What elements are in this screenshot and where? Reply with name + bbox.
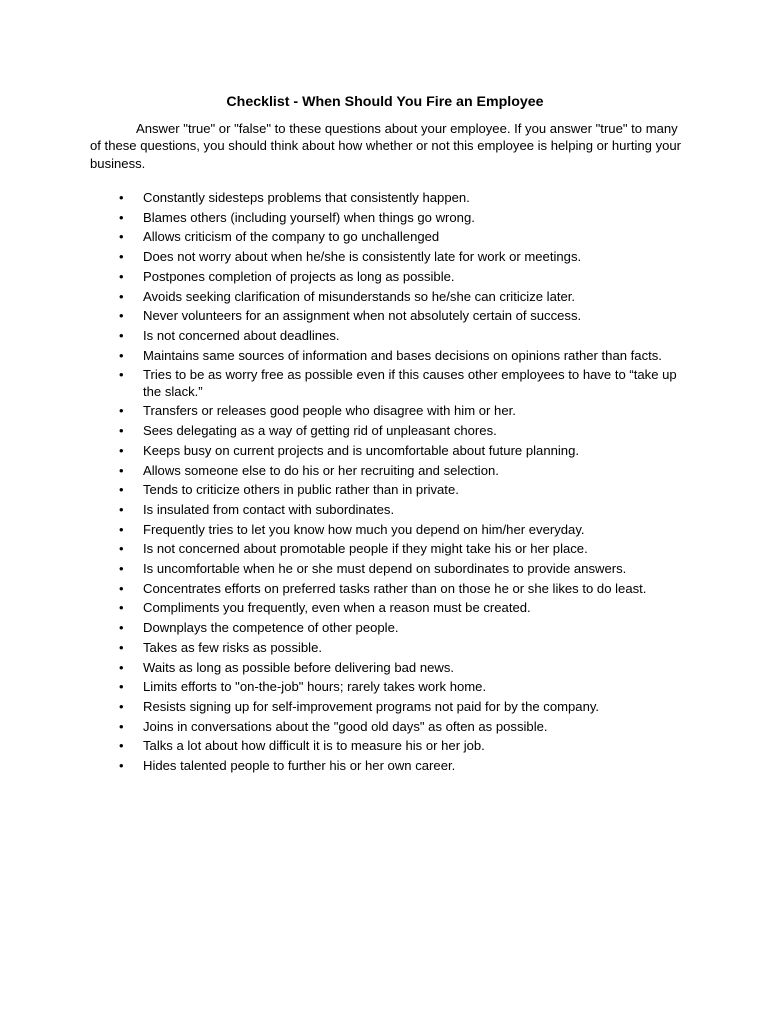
list-item xyxy=(0,443,688,459)
list-item xyxy=(0,190,688,206)
bullet-icon: • xyxy=(119,679,124,695)
list-item xyxy=(0,522,688,538)
list-item xyxy=(0,600,688,616)
bullet-icon: • xyxy=(119,482,124,498)
bullet-icon: • xyxy=(119,209,124,225)
list-item xyxy=(0,502,688,518)
list-item-text: Waits as long as possible before delivering bad news. xyxy=(143,659,455,675)
list-item-text: Maintains same sources of information and bases decisions on opinions rather than facts. xyxy=(143,347,662,363)
list-item xyxy=(0,403,688,419)
list-item xyxy=(0,289,688,305)
bullet-icon: • xyxy=(119,190,124,205)
list-item xyxy=(0,210,688,226)
list-item-text: Transfers or releases good people who disagree with him or her. xyxy=(143,403,516,419)
list-item-text: Allows someone else to do his or her recruiting and selection. xyxy=(143,462,499,478)
list-item xyxy=(0,308,688,324)
list-item xyxy=(0,640,688,656)
list-item-text: Limits efforts to "on-the-job" hours; rarely takes work home. xyxy=(143,679,487,695)
list-item-text: Tries to be as worry free as possible even if this causes other employees to have to “take up the slack.” xyxy=(143,367,677,399)
list-item-text: Avoids seeking clarification of misunderstands so he/she can criticize later. xyxy=(143,288,576,304)
list-item xyxy=(0,738,688,754)
bullet-icon: • xyxy=(119,423,124,439)
list-item-text: Compliments you frequently, even when a reason must be created. xyxy=(143,600,531,616)
list-item-text: Resists signing up for self-improvement programs not paid for by the company. xyxy=(143,698,600,714)
page-title: Checklist - When Should You Fire an Employee xyxy=(226,94,544,110)
list-item-text: Allows criticism of the company to go unchallenged xyxy=(143,229,440,245)
list-item xyxy=(0,620,688,636)
bullet-icon: • xyxy=(119,462,124,478)
list-item-text: Keeps busy on current projects and is uncomfortable about future planning. xyxy=(143,442,580,458)
bullet-icon: • xyxy=(119,249,124,265)
bullet-icon: • xyxy=(119,308,124,324)
bullet-icon: • xyxy=(119,521,124,537)
list-item xyxy=(0,541,688,557)
list-item-text: Postpones completion of projects as long as possible. xyxy=(143,268,455,284)
list-item xyxy=(0,561,688,577)
list-item-text: Talks a lot about how difficult it is to measure his or her job. xyxy=(143,738,485,754)
list-item-text: Downplays the competence of other people. xyxy=(143,620,399,636)
list-item xyxy=(0,229,688,245)
list-item-text: Does not worry about when he/she is consistently late for work or meetings. xyxy=(143,249,582,265)
list-item-text: Constantly sidesteps problems that consistently happen. xyxy=(143,190,470,205)
bullet-icon: • xyxy=(119,268,124,284)
checklist xyxy=(0,190,770,778)
bullet-icon: • xyxy=(119,580,124,596)
list-item-text: Never volunteers for an assignment when not absolutely certain of success. xyxy=(143,308,582,324)
list-item-text: Is not concerned about deadlines. xyxy=(143,327,340,343)
list-item xyxy=(0,269,688,285)
list-item-text: Is uncomfortable when he or she must depend on subordinates to provide answers. xyxy=(143,561,627,577)
bullet-icon: • xyxy=(119,698,124,714)
list-item-text: Joins in conversations about the "good old days" as often as possible. xyxy=(143,718,548,734)
list-item-text: Frequently tries to let you know how much you depend on him/her everyday. xyxy=(143,521,585,537)
list-item xyxy=(0,758,688,774)
bullet-icon: • xyxy=(119,501,124,517)
bullet-icon: • xyxy=(119,758,124,774)
bullet-icon: • xyxy=(119,403,124,419)
bullet-icon: • xyxy=(119,347,124,363)
list-item xyxy=(0,328,688,344)
bullet-icon: • xyxy=(119,561,124,577)
list-item xyxy=(0,482,688,498)
bullet-icon: • xyxy=(119,327,124,343)
bullet-icon: • xyxy=(119,541,124,557)
list-item xyxy=(0,249,688,265)
list-item xyxy=(0,699,688,715)
bullet-icon: • xyxy=(119,367,124,383)
list-item-text: Is insulated from contact with subordinates. xyxy=(143,501,395,517)
bullet-icon: • xyxy=(119,229,124,245)
bullet-icon: • xyxy=(119,659,124,675)
bullet-icon: • xyxy=(119,620,124,636)
list-item xyxy=(0,463,688,479)
list-item xyxy=(0,367,688,400)
bullet-icon: • xyxy=(119,442,124,458)
list-item xyxy=(0,679,688,695)
list-item xyxy=(0,660,688,676)
list-item xyxy=(0,348,688,364)
list-item-text: Tends to criticize others in public rather than in private. xyxy=(143,482,459,498)
bullet-icon: • xyxy=(119,738,124,754)
list-item-text: Concentrates efforts on preferred tasks rather than on those he or she likes to do least. xyxy=(143,580,647,596)
bullet-icon: • xyxy=(119,600,124,616)
list-item-text: Takes as few risks as possible. xyxy=(143,639,323,655)
bullet-icon: • xyxy=(119,718,124,734)
list-item-text: Is not concerned about promotable people if they might take his or her place. xyxy=(143,541,588,557)
list-item-text: Hides talented people to further his or her own career. xyxy=(143,758,456,774)
list-item xyxy=(0,423,688,439)
bullet-icon: • xyxy=(119,288,124,304)
list-item-text: Sees delegating as a way of getting rid of unpleasant chores. xyxy=(143,423,497,439)
list-item xyxy=(0,719,688,735)
bullet-icon: • xyxy=(119,639,124,655)
list-item xyxy=(0,581,688,597)
intro-paragraph: Answer "true" or "false" to these questions about your employee. If you answer "true" to many of these questions, you should think about how whether or not this employee is helping or hurting your business. xyxy=(90,121,682,171)
list-item-text: Blames others (including yourself) when things go wrong. xyxy=(143,209,475,225)
